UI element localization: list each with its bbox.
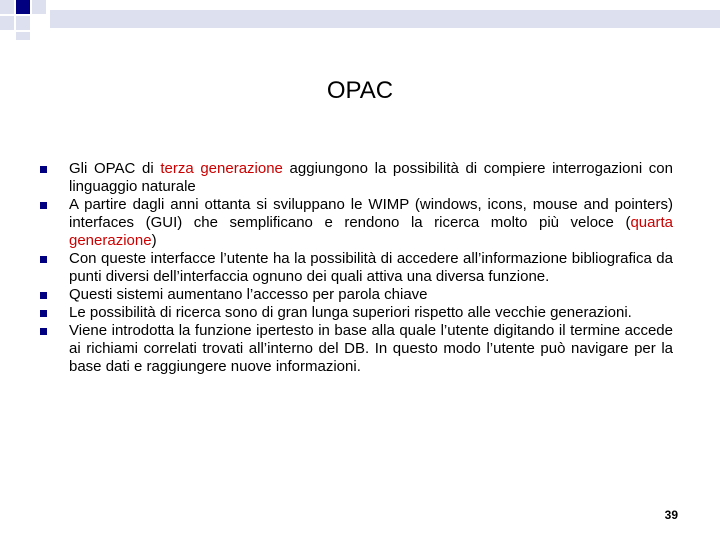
- slide-title: OPAC: [326, 77, 394, 104]
- page-number: 39: [664, 508, 678, 522]
- bullet-text: Con queste interfacce l’utente ha la possibilità di accedere all’informazione bibliografica da punti diversi dell’interfaccia ognuno dei quali attiva una diversa funzione.: [69, 250, 673, 285]
- bullet-item: [40, 160, 673, 196]
- square-bullet-icon: [40, 256, 47, 263]
- bullet-text: Viene introdotta la funzione ipertesto in base alla quale l’utente digitando il termine accede ai richiami correlati trovati all’interno del DB. In questo modo l’utente può navigare per la base dati e raggiungere nuove informazioni.: [69, 322, 673, 375]
- bullet-text: ): [151, 232, 157, 249]
- bullet-item: [40, 250, 673, 286]
- bullet-item: [40, 286, 673, 304]
- bullet-item: [40, 322, 673, 376]
- bullet-text: A partire dagli anni ottanta si sviluppano le WIMP (windows, icons, mouse and pointers) interfaces (GUI) che semplificano e rendono la ricerca molto più veloce (: [69, 196, 673, 231]
- bullet-list: [40, 160, 673, 376]
- square-bullet-icon: [40, 202, 47, 209]
- bullet-text: Questi sistemi aumentano l’accesso per parola chiave: [69, 286, 428, 303]
- square-bullet-icon: [40, 310, 47, 317]
- bullet-item: [40, 304, 673, 322]
- square-bullet-icon: [40, 166, 47, 173]
- highlight-text: terza generazione: [160, 160, 283, 177]
- square-bullet-icon: [40, 292, 47, 299]
- bullet-text: Gli OPAC di: [69, 160, 161, 177]
- bullet-text: Le possibilità di ricerca sono di gran lunga superiori rispetto alle vecchie generazioni.: [69, 304, 632, 321]
- highlight-text: quarta generazione: [69, 214, 673, 249]
- square-bullet-icon: [40, 328, 47, 335]
- bullet-item: [40, 196, 673, 250]
- header-decoration: [0, 0, 720, 40]
- bullet-text: aggiungono la possibilità di compiere interrogazioni con linguaggio naturale: [69, 160, 673, 195]
